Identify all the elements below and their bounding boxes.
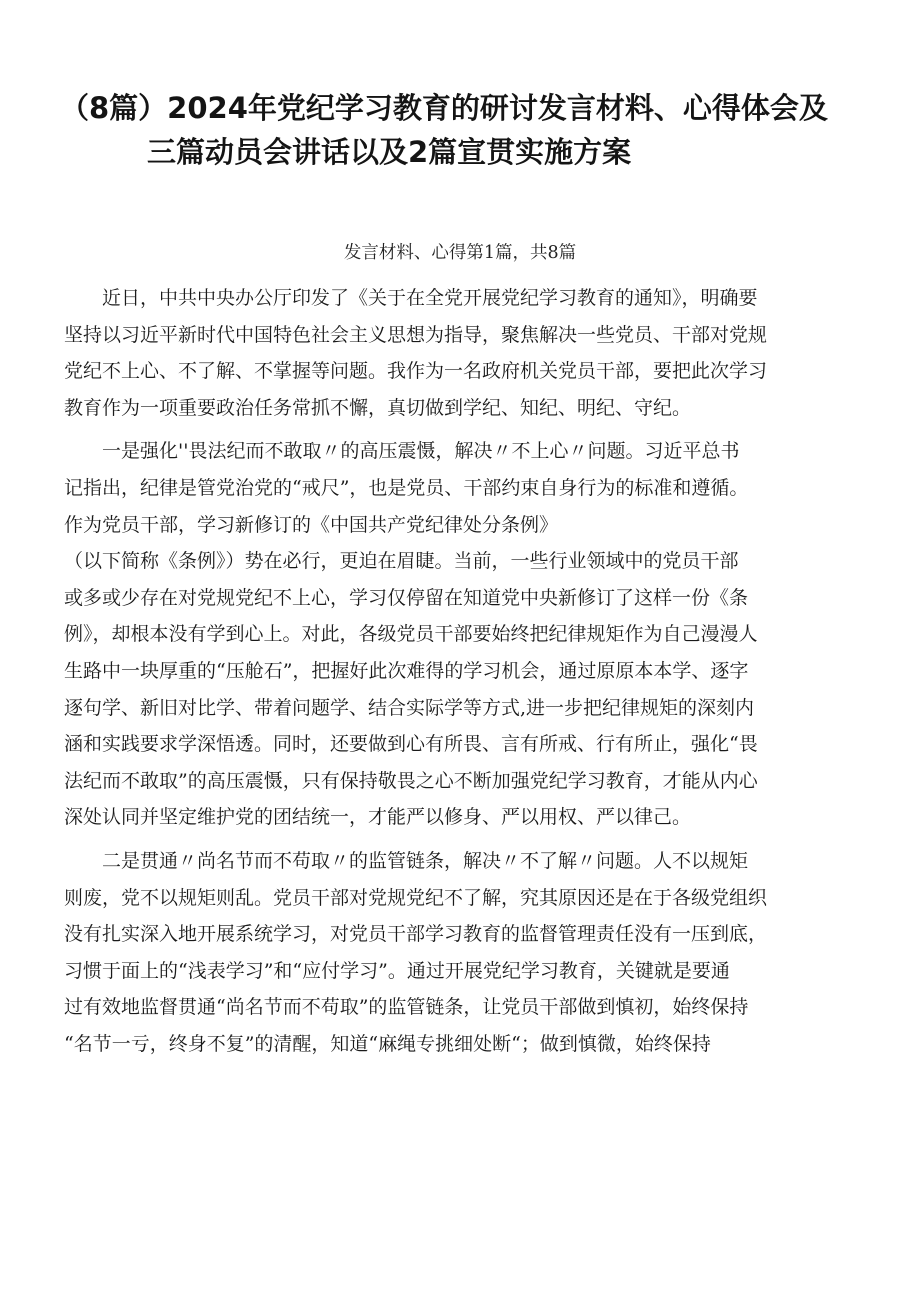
text-line: 逐句学、新旧对比学、带着问题学、结合实际学等方式,进一步把纪律规矩的深刻内 (64, 696, 755, 719)
text-line: 教育作为一项重要政治任务常抓不懈，真切做到学纪、知纪、明纪、守纪。 (64, 396, 692, 419)
paragraph-3 (64, 843, 856, 1063)
section-subtitle: 发言材料、心得第1篇，共8篇 (343, 243, 577, 263)
paragraph-1 (64, 280, 856, 426)
paragraph-gap (64, 426, 856, 433)
text-line: “名节一亏，终身不复”的清醒，知道“麻绳专挑细处断“；做到慎微，始终保持 (64, 1032, 711, 1055)
title-line-1: （8篇）2024年党纪学习教育的研讨发言材料、心得体会及 (60, 91, 828, 125)
paragraph-2 (64, 433, 856, 836)
text-line: 党纪不上心、不了解、不掌握等问题。我作为一名政府机关党员干部，要把此次学习 (64, 360, 768, 383)
text-line: 坚持以习近平新时代中国特色社会主义思想为指导，聚焦解决一些党员、干部对党规 (64, 323, 768, 346)
text-line: 近日，中共中央办公厅印发了《关于在全党开展党纪学习教育的通知》，明确要 (64, 287, 758, 309)
text-line: 或多或少存在对党规党纪不上心，学习仅停留在知道党中央新修订了这样一份《条 (64, 586, 749, 609)
document-title (60, 86, 880, 174)
text-line: 则废，党不以规矩则乱。党员干部对党规党纪不了解，究其原因还是在于各级党组织 (64, 886, 768, 909)
text-line: 记指出，纪律是管党治党的“戒尺”，也是党员、干部约束自身行为的标准和遵循。 (64, 476, 749, 499)
text-line: 作为党员干部，学习新修订的《中国共产党纪律处分条例》 (64, 513, 559, 536)
text-line: 没有扎实深入地开展系统学习，对党员干部学习教育的监督管理责任没有一压到底， (64, 923, 768, 946)
text-line: 法纪而不敢取”的高压震慑，只有保持敬畏之心不断加强党纪学习教育，才能从内心 (64, 769, 758, 792)
text-line: 生路中一块厚重的“压舱石”，把握好此次难得的学习机会，通过原原本本学、逐字 (64, 659, 749, 682)
text-line: 深处认同并坚定维护党的团结统一，才能严以修身、严以用权、严以律己。 (64, 806, 692, 829)
paragraph-gap (64, 836, 856, 843)
title-line-2: 三篇动员会讲话以及2篇宣贯实施方案 (147, 135, 632, 169)
text-line: （以下简称《条例》）势在必行，更迫在眉睫。当前，一些行业领域中的党员干部 (64, 550, 739, 573)
text-line: 习惯于面上的“浅表学习”和“应付学习”。通过开展党纪学习教育，关键就是要通 (64, 959, 730, 982)
text-line: 过有效地监督贯通“尚名节而不苟取”的监管链条，让党员干部做到慎初，始终保持 (64, 996, 749, 1019)
text-line: 一是强化''畏法纪而不敢取〃的高压震慑，解决〃不上心〃问题。习近平总书 (64, 440, 740, 463)
text-line: 涵和实践要求学深悟透。同时，还要做到心有所畏、言有所戒、行有所止，强化“畏 (64, 733, 758, 756)
document-body (64, 280, 856, 1062)
text-line: 二是贯通〃尚名节而不苟取〃的监管链条，解决〃不了解〃问题。人不以规矩 (64, 849, 749, 872)
text-line: 例》，却根本没有学到心上。对此，各级党员干部要始终把纪律规矩作为自己漫漫人 (64, 623, 758, 646)
